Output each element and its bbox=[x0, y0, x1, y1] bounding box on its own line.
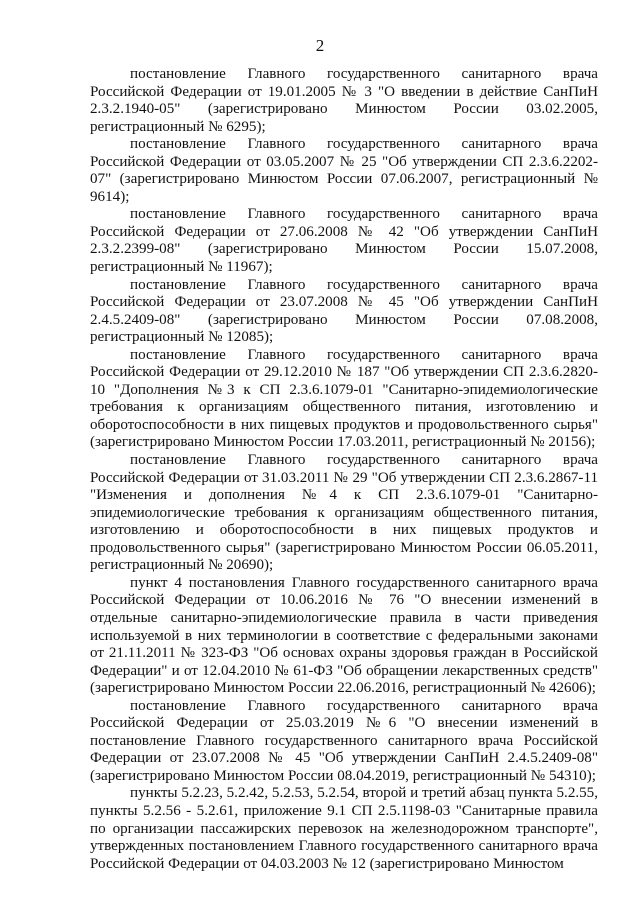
paragraph-resolution-76: пункт 4 постановления Главного государственного санитарного врача Российской Федерации от 10.06.2016 № 76 "О внесении изменений в отдельные санитарно-эпидемиологические правила в части приведения используемой в них терминологии в соответствие с федеральными законами от 21.11.2011 № 323-ФЗ "Об основах охраны здоровья граждан в Российской Федерации" и от 12.04.2010 № 61-ФЗ "Об обращении лекарственных средств" (зарегистрировано Минюстом России 22.06.2016, регистрационный № 42606); bbox=[90, 574, 598, 697]
paragraph-sp-2-3-6-2820-10: постановление Главного государственного санитарного врача Российской Федерации от 29.12.2010 № 187 "Об утверждении СП 2.3.6.2820-10 "Дополнения №3 к СП 2.3.6.1079-01 "Санитарно-эпидемиологические требования к организациям общественного питания, изготовлению и оборотоспособности в них пищевых продуктов и продовольственного сырья" (зарегистрировано Минюстом России 17.03.2011, регистрационный № 20156); bbox=[90, 346, 598, 451]
paragraph-resolution-6-2019: постановление Главного государственного санитарного врача Российской Федерации от 25.03.2019 №6 "О внесении изменений в постановление Главного государственного санитарного врача Российской Федерации от 23.07.2008 № 45 "Об утверждении СанПиН 2.4.5.2409-08" (зарегистрировано Минюстом России 08.04.2019, регистрационный № 54310); bbox=[90, 697, 598, 784]
paragraph-sp-2-5-1198-03: пункты 5.2.23, 5.2.42, 5.2.53, 5.2.54, второй и третий абзац пункта 5.2.55, пункты 5.2.56 - 5.2.61, приложение 9.1 СП 2.5.1198-03 "Санитарные правила по организации пассажирских перевозок на железнодорожном транспорте", утвержденных постановлением Главного государственного санитарного врача Российской Федерации от 04.03.2003 № 12 (зарегистрировано Минюстом bbox=[90, 785, 599, 872]
paragraph-sanpin-2-4-5-2409-08: постановление Главного государственного санитарного врача Российской Федерации от 23.07.2008 № 45 "Об утверждении СанПиН 2.4.5.2409-08" (зарегистрировано Минюстом России 07.08.2008, регистрационный № 12085); bbox=[90, 276, 598, 346]
paragraph-sp-2-3-6-2867-11: постановление Главного государственного санитарного врача Российской Федерации от 31.03.2011 № 29 "Об утверждении СП 2.3.6.2867-11 "Изменения и дополнения №4 к СП 2.3.6.1079-01 "Санитарно-эпидемиологические требования к организациям общественного питания, изготовлению и оборотоспособности в них пищевых продуктов и продовольственного сырья" (зарегистрировано Минюстом России 06.05.2011, регистрационный № 20690); bbox=[90, 452, 598, 574]
document-body bbox=[90, 66, 598, 873]
page-number: 2 bbox=[315, 36, 325, 55]
paragraph-sanpin-2-3-2-1940-05: постановление Главного государственного санитарного врача Российской Федерации от 19.01.2005 № 3 "О введении в действие СанПиН 2.3.2.1940-05" (зарегистрировано Минюстом России 03.02.2005, регистрационный № 6295); bbox=[90, 66, 598, 135]
paragraph-sp-2-3-6-2202-07: постановление Главного государственного санитарного врача Российской Федерации от 03.05.2007 № 25 "Об утверждении СП 2.3.6.2202-07" (зарегистрировано Минюстом России 07.06.2007, регистрационный № 9614); bbox=[90, 136, 598, 205]
paragraph-sanpin-2-3-2-2399-08: постановление Главного государственного санитарного врача Российской Федерации от 27.06.2008 № 42 "Об утверждении СанПиН 2.3.2.2399-08" (зарегистрировано Минюстом России 15.07.2008, регистрационный № 11967); bbox=[90, 206, 598, 276]
